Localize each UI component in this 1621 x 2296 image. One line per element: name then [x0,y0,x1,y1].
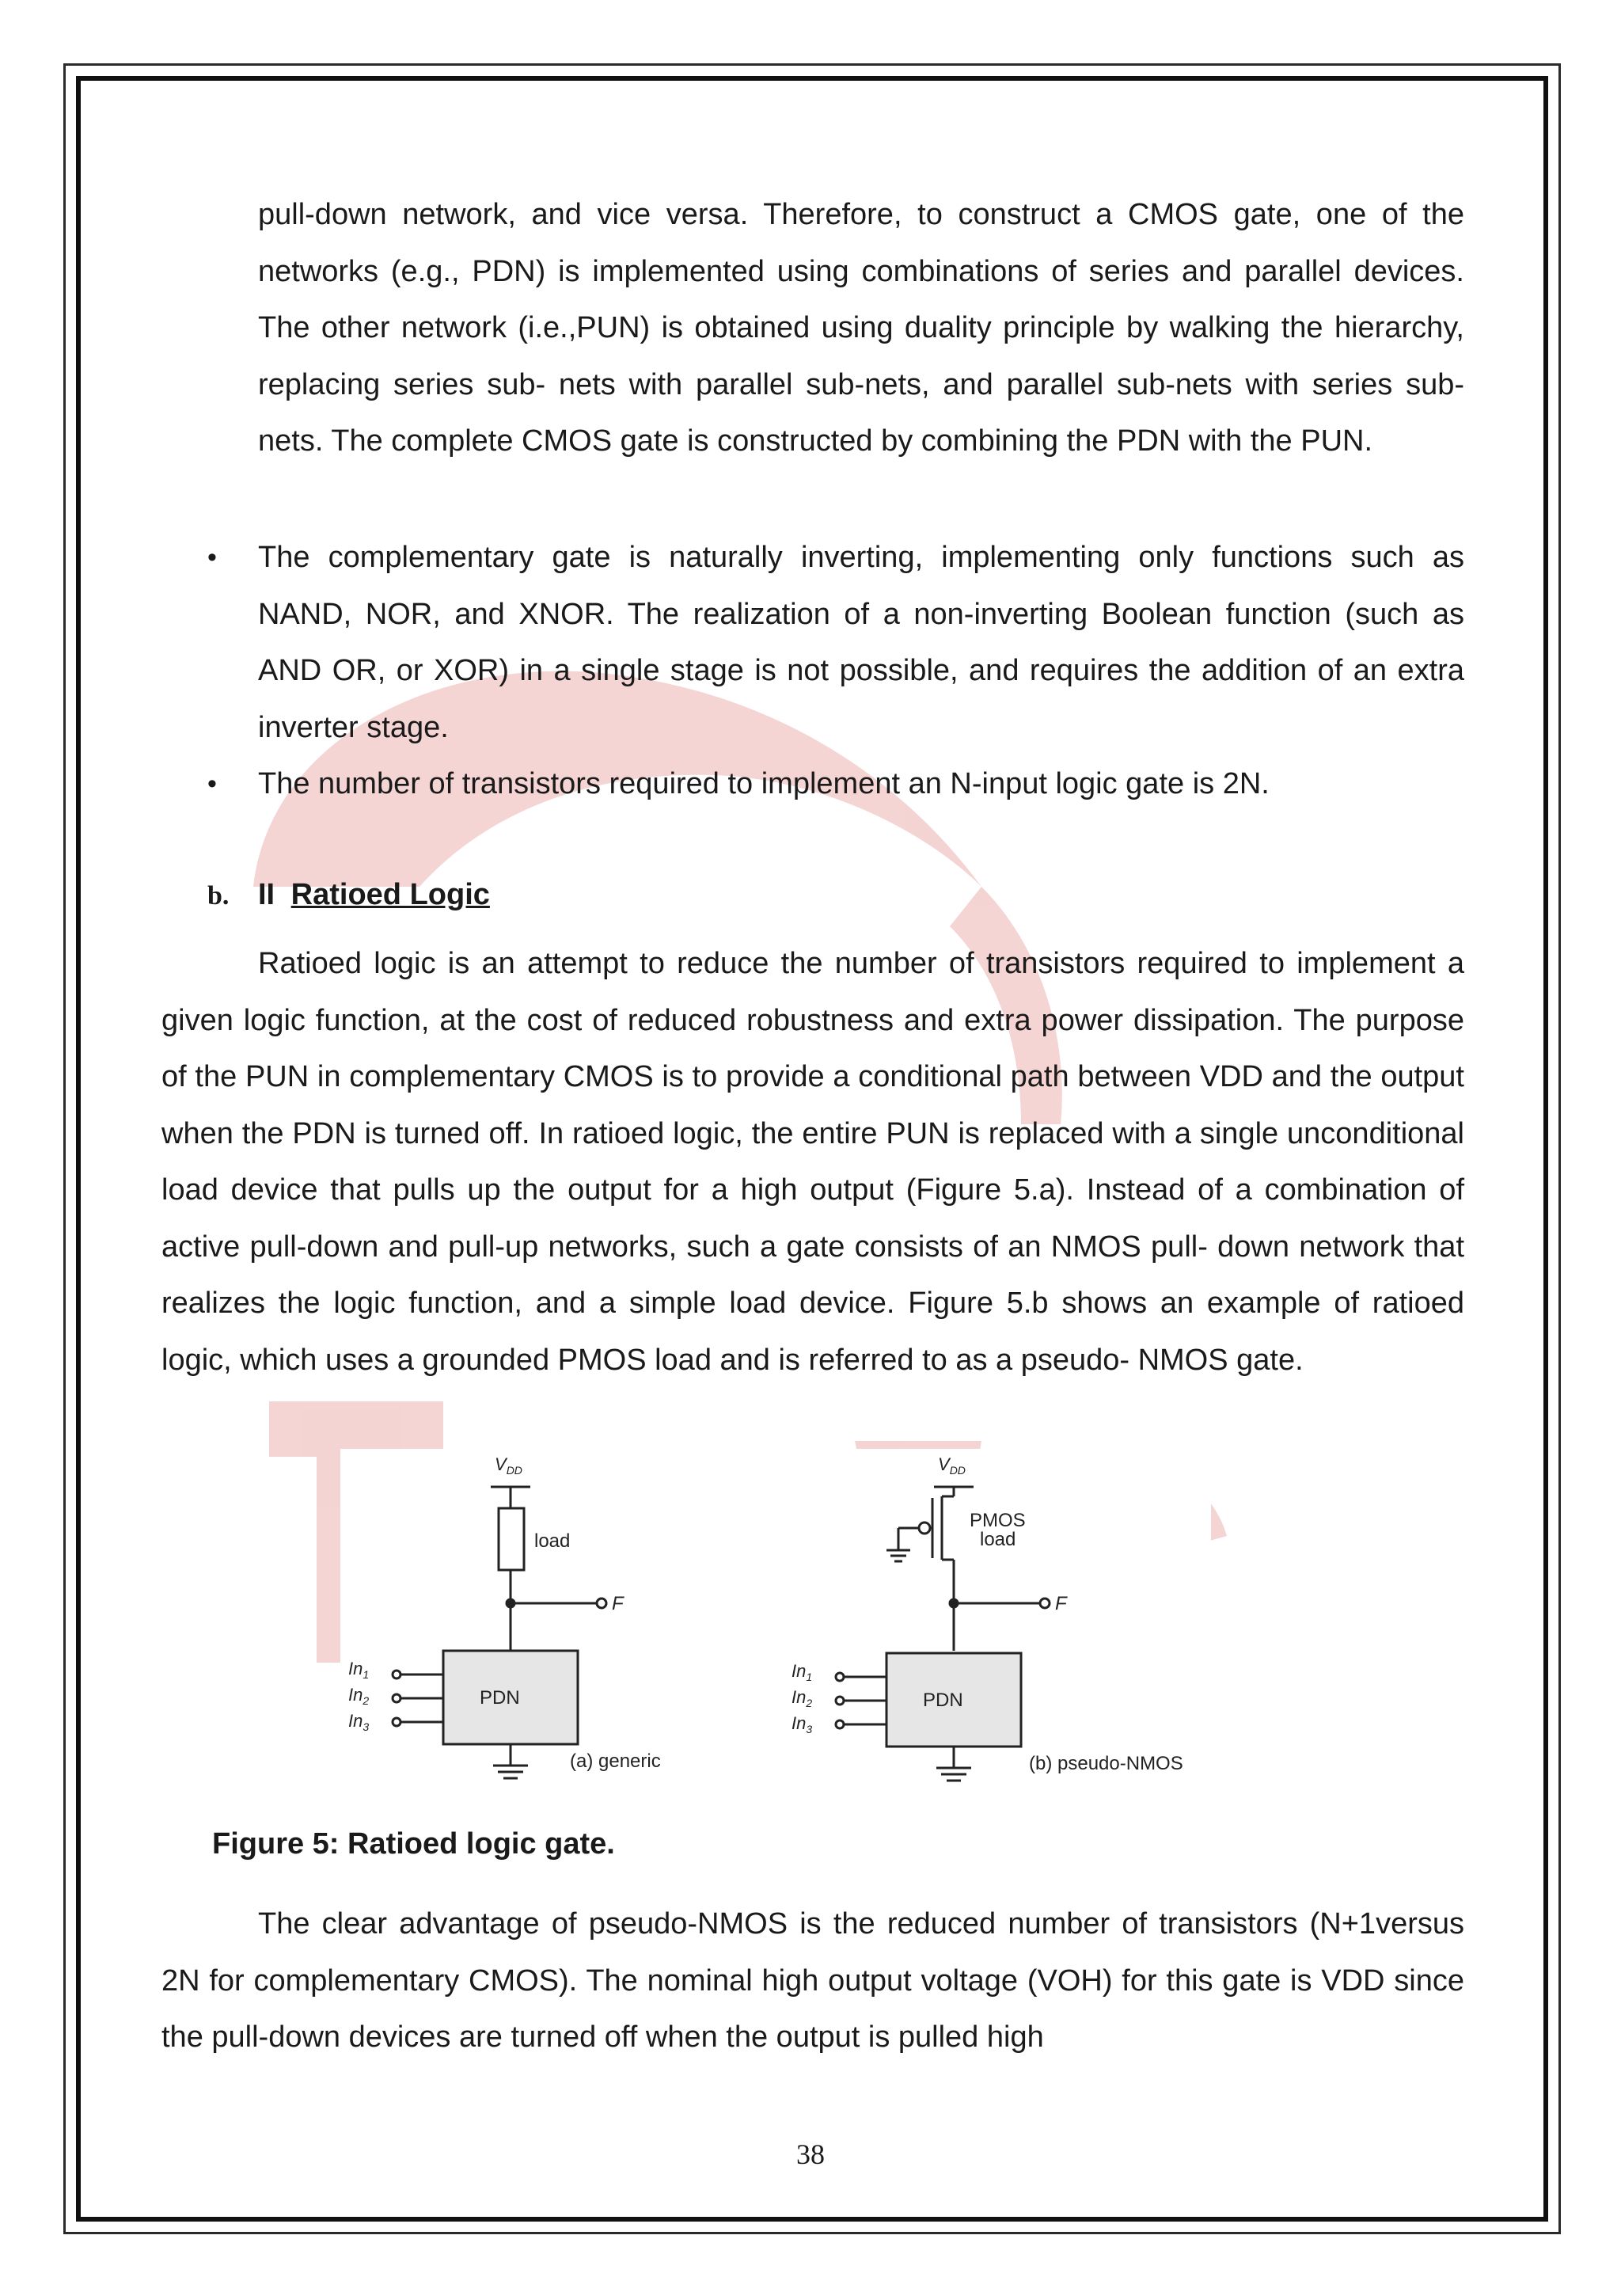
pmos-label: PMOS [970,1510,1026,1531]
input-label-pseudo-3: $In_3$ [792,1713,813,1735]
bullet-icon: • [207,769,217,799]
section-title: Ratioed Logic [290,878,490,911]
output-label-generic: F [612,1593,624,1614]
paragraph-ratioed-logic: Ratioed logic is an attempt to reduce the number of transistors required to implement a given logic function, at the cost of reduced robustness and extra power dissipation. The purpose of the PUN in complementary CMOS is to provide a conditional path between VDD and the output when the PDN is turned off. In ratioed logic, the entire PUN is replaced with a single unconditional load device that pulls up the output for a high output (Figure 5.a). Instead of a combination of active pull-down and pull-up networks, such a gate consists of an NMOS pull- down network that realizes the logic function, and a simple load device. Figure 5.b shows an example of ratioed logic, which uses a grounded PMOS load and is referred to as a pseudo- NMOS gate. [161,947,1464,1377]
vdd-label-pseudo: $V_{DD}$ [938,1454,966,1477]
input-label-generic-3: $In_3$ [348,1711,370,1733]
figure-caption: Figure 5: Ratioed logic gate. [212,1827,615,1861]
input-label-generic-1: $In_1$ [348,1659,370,1681]
pdn-label-pseudo: PDN [923,1690,963,1711]
pmos-load-label: load [980,1529,1016,1550]
input-label-pseudo-1: $In_1$ [792,1661,813,1683]
section-heading [207,871,490,920]
pdn-label-generic: PDN [480,1687,520,1709]
input-label-generic-2: $In_2$ [348,1685,370,1707]
section-number: II [257,878,275,911]
load-label: load [534,1530,571,1552]
vdd-label-generic: $V_{DD}$ [495,1454,522,1477]
figure-ratioed-logic [340,1449,1211,1805]
page-number: 38 [796,2138,825,2170]
bullet-icon: • [207,542,217,572]
paragraph-advantage: The clear advantage of pseudo-NMOS is the reduced number of transistors (N+1versus 2N for complementary CMOS). The nominal high output voltage (VOH) for this gate is VDD since the pull-down devices are turned off when the output is pulled high [161,1907,1464,2054]
bullet-item-transistor-count: The number of transistors required to implement an N-input logic gate is 2N. [258,767,1270,800]
input-label-pseudo-2: $In_2$ [792,1687,813,1709]
section-letter: b. [207,881,230,910]
caption-generic: (a) generic [570,1751,661,1772]
output-label-pseudo: F [1055,1593,1067,1614]
paragraph-intro: pull-down network, and vice versa. Therefore, to construct a CMOS gate, one of the networks (e.g., PDN) is implemented using combinations of series and parallel devices. The other network (i.e.,PUN) is obtained using duality principle by walking the hierarchy, replacing series sub- nets with parallel sub-nets, and parallel sub-nets with series sub-nets. The complete CMOS gate is constructed by combining the PDN with the PUN. [258,198,1464,458]
bullet-item-inverting: The complementary gate is naturally inverting, implementing only functions such as NAND, NOR, and XNOR. The realization of a non-inverting Boolean function (such as AND OR, or XOR) in a single stage is not possible, and requires the addition of an extra inverter stage. [258,541,1464,744]
caption-pseudo: (b) pseudo-NMOS [1029,1753,1183,1774]
